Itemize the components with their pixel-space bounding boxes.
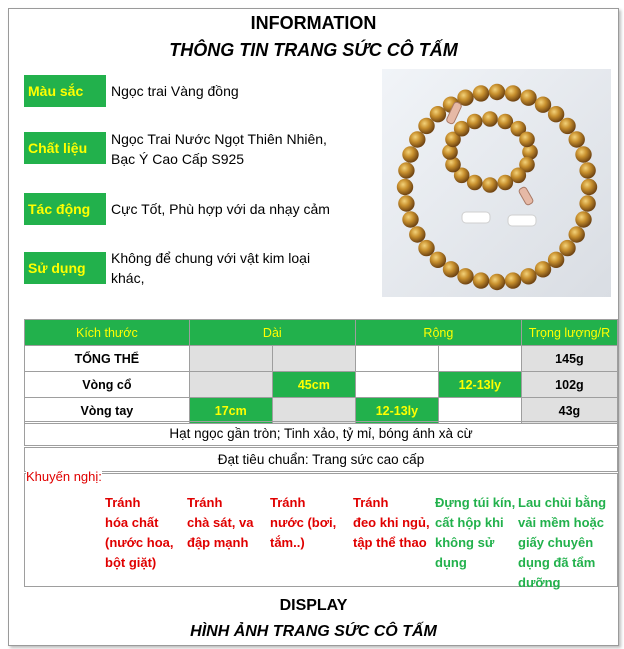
info-card (8, 8, 619, 646)
pearl (581, 179, 597, 195)
title-display: DISPLAY (279, 597, 348, 614)
rec-item-3: Tránh nước (bơi, tắm..) (270, 495, 337, 550)
value-usage-line2: khác, (111, 270, 145, 286)
pearl (520, 90, 536, 106)
title-hinh-anh: HÌNH ẢNH TRANG SỨC CÔ TẤM (190, 623, 437, 640)
label-material: Chất liệu (24, 132, 106, 164)
pearl (575, 211, 591, 227)
recommendations-label: Khuyến nghị: (26, 467, 102, 487)
row-width: 12-13ly (438, 372, 521, 398)
pearl (535, 261, 551, 277)
row-name: Vòng tay (25, 398, 190, 424)
rec-item-1: Tránh hóa chất (nước hoa, bột giặt) (105, 495, 174, 570)
header-width: Rộng (355, 320, 521, 346)
pearl (398, 195, 414, 211)
pearl (489, 84, 505, 100)
pearl (498, 175, 514, 191)
size-table (24, 319, 618, 424)
pearl (505, 272, 521, 288)
row-weight: 145g (521, 346, 617, 372)
pearl (467, 114, 483, 130)
header-size: Kích thước (25, 320, 190, 346)
row-weight: 102g (521, 372, 617, 398)
pearl (443, 261, 459, 277)
title-information: INFORMATION (250, 13, 377, 33)
pearl (409, 226, 425, 242)
pearl (398, 162, 414, 178)
pearl (569, 226, 585, 242)
row-name: TỔNG THỂ (25, 346, 190, 372)
pearl (482, 111, 498, 127)
pearl (579, 195, 595, 211)
pearl (482, 177, 498, 193)
row-length: 45cm (272, 372, 355, 398)
title-thong-tin: THÔNG TIN TRANG SỨC CÔ TẤM (169, 40, 458, 60)
note-line-2: Đạt tiêu chuẩn: Trang sức cao cấp (24, 447, 618, 472)
pearl (457, 268, 473, 284)
row-length: 17cm (189, 398, 272, 424)
pearl (418, 118, 434, 134)
pearl (520, 268, 536, 284)
row-weight: 43g (521, 398, 617, 424)
value-material (111, 129, 361, 169)
value-material-line1: Ngọc Trai Nước Ngọt Thiên Nhiên, (111, 131, 327, 147)
note-line-1: Hạt ngọc gần tròn; Tinh xảo, tỷ mỉ, bóng ánh xà cừ (24, 421, 618, 446)
pearl (402, 146, 418, 162)
pearl (559, 118, 575, 134)
pearl (430, 106, 446, 122)
value-usage-line1: Không để chung với vật kim loại (111, 250, 311, 266)
rec-item-2: Tránh chà sát, va đập mạnh (187, 495, 254, 550)
pearl (559, 240, 575, 256)
table-row (25, 372, 618, 398)
row-name: Vòng cổ (25, 372, 190, 398)
value-material-line2: Bạc Ý Cao Cấp S925 (111, 151, 245, 167)
rec-item-4: Tránh đeo khi ngủ, tập thể thao (353, 495, 430, 550)
pearl (402, 211, 418, 227)
row-width: 12-13ly (355, 398, 438, 424)
rec-item-5: Đựng túi kín, cất hộp khi không sử dụng (435, 495, 516, 570)
pearl (489, 274, 505, 290)
pearl (535, 97, 551, 113)
header-weight: Trọng lượng/R (521, 320, 617, 346)
table-row (25, 398, 618, 424)
pearl (569, 131, 585, 147)
pearl (505, 85, 521, 101)
value-color: Ngọc trai Vàng đồng (111, 83, 239, 99)
label-usage: Sử dụng (24, 252, 106, 284)
pearl (548, 106, 564, 122)
pearl (579, 162, 595, 178)
header-length: Dài (189, 320, 355, 346)
rec-item-6: Lau chùi bằng vải mềm hoặc giấy chuyên dụng đã tẩm dưỡng (518, 495, 607, 590)
table-header-row (25, 320, 618, 346)
pearl (418, 240, 434, 256)
pearl (430, 252, 446, 268)
label-effect: Tác động (24, 193, 106, 225)
pearl (575, 146, 591, 162)
table-row (25, 346, 618, 372)
pearl (519, 132, 535, 148)
value-usage (111, 248, 361, 288)
pearl-necklace-photo (382, 69, 611, 297)
pearl (548, 252, 564, 268)
pearl (473, 85, 489, 101)
label-color: Màu sắc (24, 75, 106, 107)
pearl (397, 179, 413, 195)
value-effect: Cực Tốt, Phù hợp với da nhạy cảm (111, 201, 330, 217)
pearl (473, 272, 489, 288)
pearl (409, 131, 425, 147)
